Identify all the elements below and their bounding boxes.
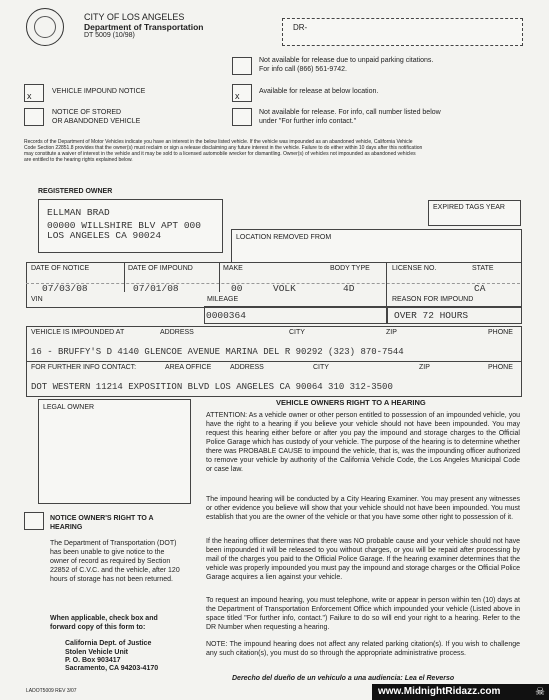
available-release-label: Available for release at below location. xyxy=(259,88,379,95)
not-available-label-2: under "For further info contact." xyxy=(259,118,357,125)
further-info-value: DOT WESTERN 11214 EXPOSITION BLVD LOS ANGELES CA 90064 310 312-3500 xyxy=(31,382,393,392)
date-of-impound-value: 07/01/08 xyxy=(133,283,179,294)
available-release-checkbox[interactable] xyxy=(232,84,252,102)
spanish-footer: Derecho del dueño de un vehiculo a una audiencia: Lea el Reverso xyxy=(232,675,455,682)
owner-right-title-2: HEARING xyxy=(50,524,83,531)
department-name: Department of Transportation xyxy=(84,22,204,32)
reason-value: OVER 72 HOURS xyxy=(394,310,469,321)
mileage-label: MILEAGE xyxy=(207,296,239,303)
city-name: CITY OF LOS ANGELES xyxy=(84,12,185,22)
expired-tags-label: EXPIRED TAGS YEAR xyxy=(433,204,505,211)
dmv-notice-text xyxy=(24,139,524,163)
stored-vehicle-label-1: NOTICE OF STORED xyxy=(52,109,122,116)
watermark-banner xyxy=(372,684,549,700)
make-value: VOLK xyxy=(273,283,296,294)
date-of-notice-value: 07/03/08 xyxy=(42,283,88,294)
notice-line-1: Records of the Department of Motor Vehicles indicate you have an interest in the below listed vehicle. If the vehicle was impounded as an abandoned vehicle, California Vehicle xyxy=(24,139,413,145)
date-of-impound-label: DATE OF IMPOUND xyxy=(128,265,193,272)
dr-number-box[interactable] xyxy=(282,18,523,46)
further-info-label: FOR FURTHER INFO CONTACT: xyxy=(31,364,137,371)
vin-label: VIN xyxy=(31,296,43,303)
owner-address xyxy=(47,220,201,225)
state-value: CA xyxy=(474,283,486,294)
further-zip-label: ZIP xyxy=(419,364,430,371)
unpaid-citations-checkbox[interactable] xyxy=(232,57,252,75)
further-phone-label: PHONE xyxy=(488,364,513,371)
owner-name: ELLMAN BRAD xyxy=(47,207,110,218)
stored-vehicle-label-2: OR ABANDONED VEHICLE xyxy=(52,118,141,125)
vehicle-year-value: 00 xyxy=(231,283,243,294)
notice-line-3: may constitute a waiver of interest in the vehicle and it may be sold to a licensed automobile wrecker for dismantling. Owner(s) of vehicles not impounded as abandoned vehicles xyxy=(24,151,416,157)
form-code: LADOT5009 REV 3/07 xyxy=(26,688,77,694)
body-type-label: BODY TYPE xyxy=(330,265,370,272)
impound-zip-label: ZIP xyxy=(386,329,397,336)
owner-right-title-1: NOTICE OWNER'S RIGHT TO A xyxy=(50,515,154,522)
make-label: MAKE xyxy=(223,265,243,272)
date-of-notice-label: DATE OF NOTICE xyxy=(31,265,90,272)
location-removed-label: LOCATION REMOVED FROM xyxy=(236,234,332,241)
city-seal-icon xyxy=(26,8,64,46)
impound-phone-label: PHONE xyxy=(488,329,513,336)
impound-notice-checkbox[interactable] xyxy=(24,84,44,102)
stored-vehicle-checkbox[interactable] xyxy=(24,108,44,126)
hearing-paragraph-3: If the hearing officer determines that there was NO probable cause and your vehicle should not have been impounded it will be released to you without charges, or you will be repaid after processing by mail of the charges you paid to the Official Police Garage. If the hearing examiner determines that the vehicle was properly impounded you must pay the impound and storage charges or the Official Police Garage acquires a lien against your vehicle. xyxy=(206,538,520,581)
available-check-mark: x xyxy=(235,91,240,101)
impound-location-value: 16 - BRUFFY'S D 4140 GLENCOE AVENUE MARINA DEL R 90292 (323) 870-7544 xyxy=(31,347,404,357)
expired-tags-box xyxy=(428,200,521,226)
doj-address-2: Stolen Vehicle Unit xyxy=(65,649,129,656)
notice-line-2: Code Section 22851.8 provides that the owner(s) must reclaim or sign a release disclaiming any future interest in the vehicle. Failure to do either within 10 days after this notification xyxy=(24,145,423,151)
hearing-paragraph-2: The impound hearing will be conducted by a City Hearing Examiner. You may present any witnesses or other evidence you believe will show that your vehicle should not have been impounded. You must establish that you are the owner of the vehicle or that you have some other right to possession of it. xyxy=(206,496,520,521)
watermark-text: www.MidnightRidazz.com xyxy=(378,686,501,697)
legal-owner-label: LEGAL OWNER xyxy=(43,404,95,411)
impound-notice-label: VEHICLE IMPOUND NOTICE xyxy=(52,88,146,95)
impound-address-label: ADDRESS xyxy=(160,329,194,336)
license-label: LICENSE NO. xyxy=(392,265,437,272)
doj-address-4: Sacramento, CA 94203-4170 xyxy=(65,665,159,672)
dr-label: DR- xyxy=(293,23,308,32)
impound-notice-check-mark: x xyxy=(27,91,32,101)
hearing-paragraph-1: ATTENTION: As a vehicle owner or other person entitled to possession of an impounded vehicle, you have the right to a hearing if you believe your vehicle should not have been impounded. You may request this hearing either before or after you pay the impound and storage charges to the Official Police Garage which has custody of your vehicle. The purpose of the hearing is to determine whether there was PROBABLE CAUSE to impound the vehicle, that is, was the impounding officer authorized to remove your vehicle by authority of the California Vehicle Code, the Los Angeles Municipal Code or case law. xyxy=(206,412,520,473)
state-label: STATE xyxy=(472,265,494,272)
body-type-value: 4D xyxy=(343,283,355,294)
registered-owner-label: REGISTERED OWNER xyxy=(38,188,113,195)
form-number: DT 5009 (10/98) xyxy=(84,32,135,39)
mileage-value: 0000364 xyxy=(206,310,246,321)
doj-address-3: P. O. Box 903417 xyxy=(65,657,121,664)
notice-line-4: are entitled to the hearing rights explained below. xyxy=(24,157,133,163)
owner-right-checkbox[interactable] xyxy=(24,512,44,530)
owner-right-body: The Department of Transportation (DOT) has been unable to give notice to the owner of record as required by Section 22852 of C.V.C. and the vehicle, after 120 hours of storage has not been returned. xyxy=(50,540,180,583)
hearing-paragraph-4: To request an impound hearing, you must telephone, write or appear in person within ten (10) days at the Department of Transportation Enforcement Office which impounded your vehicle (Listed above in space titled "For further info, contact.") Failure to do so will end your right to a hearing. Refer to the DR Number when requesting a hearing. xyxy=(206,597,520,631)
impound-city-label: CITY xyxy=(289,329,305,336)
impounded-at-label: VEHICLE IS IMPOUNDED AT xyxy=(31,329,125,336)
unpaid-citations-label: Not available for release due to unpaid parking citations. xyxy=(259,57,434,64)
not-available-checkbox[interactable] xyxy=(232,108,252,126)
hearing-paragraph-5: NOTE: The impound hearing does not affect any related parking citation(s). If you wish to challenge any such citation(s), you must do so through the appropriate administrative process. xyxy=(206,641,520,657)
unpaid-info-label: For info call (866) 561-9742. xyxy=(259,66,347,73)
reason-for-impound-label: REASON FOR IMPOUND xyxy=(392,296,474,303)
further-address-label: ADDRESS xyxy=(230,364,264,371)
owner-city-line: LOS ANGELES CA 90024 xyxy=(47,230,162,241)
area-office-label: AREA OFFICE xyxy=(165,364,212,371)
not-available-label-1: Not available for release. For info, call number listed below xyxy=(259,109,441,116)
further-city-label: CITY xyxy=(313,364,329,371)
hearing-rights-title: VEHICLE OWNERS RIGHT TO A HEARING xyxy=(276,398,426,407)
owner-right-when: When applicable, check box and forward copy of this form to: xyxy=(50,615,158,631)
legal-owner-box xyxy=(38,399,191,504)
skull-icon: ☠ xyxy=(535,686,545,698)
location-removed-box xyxy=(231,229,522,263)
doj-address-1: California Dept. of Justice xyxy=(65,640,152,647)
